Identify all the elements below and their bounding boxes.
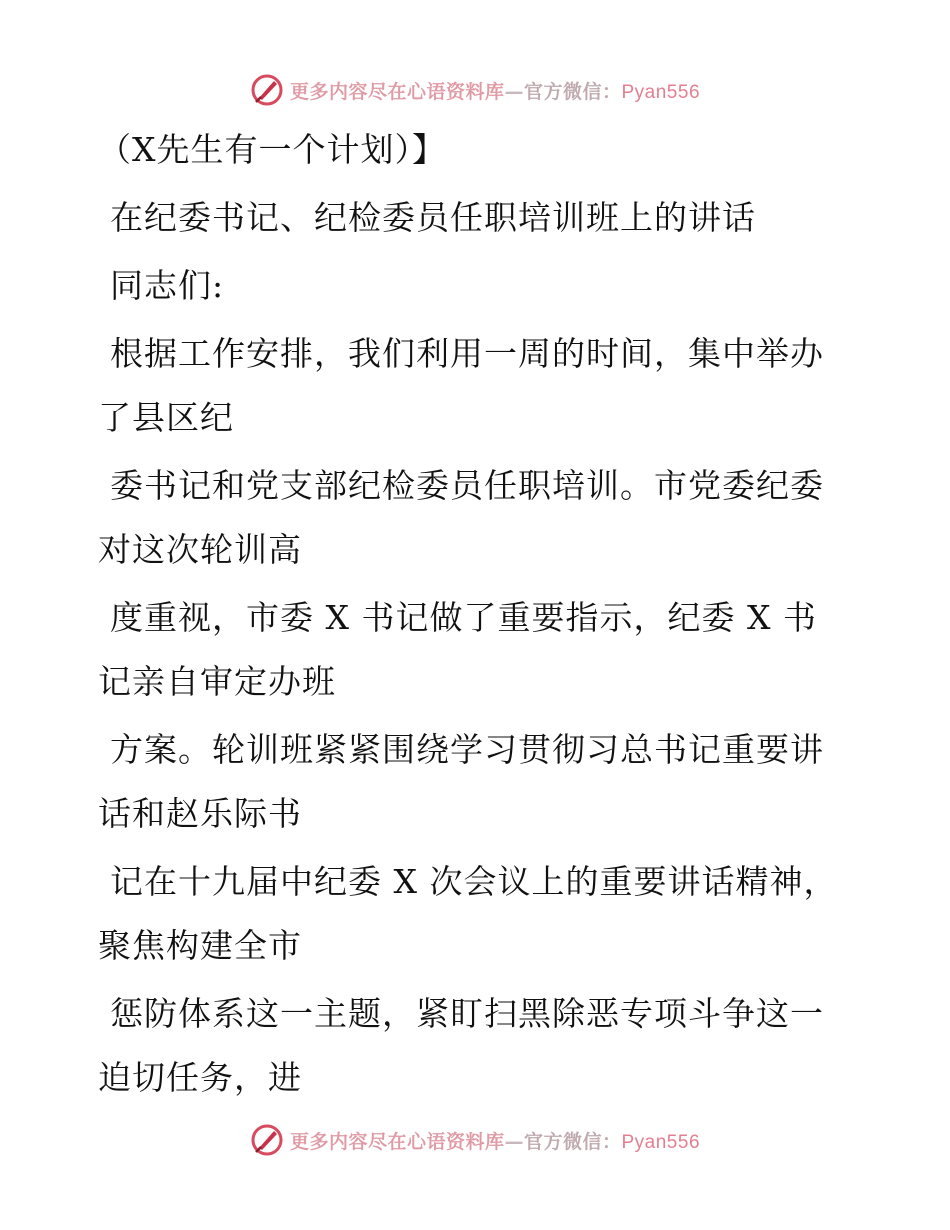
header-watermark-banner (0, 70, 950, 110)
watermark-lead: 更多内容尽在心语资料库 (289, 1130, 505, 1153)
header-watermark-text (290, 77, 700, 104)
doc-line: 了县区纪 (98, 398, 234, 437)
doc-line-title-fragment: （X先生有一个计划）】 (98, 130, 446, 169)
doc-line: 聚焦构建全市 (98, 926, 302, 965)
watermark-account: Pyan556 (621, 81, 701, 103)
footer-watermark-text (290, 1127, 700, 1154)
doc-line: 方案。轮训班紧紧围绕学习贯彻习总书记重要讲 (110, 730, 824, 769)
doc-line: 话和赵乐际书 (98, 794, 302, 833)
doc-line-salutation: 同志们: (110, 266, 225, 305)
watermark-lead: 更多内容尽在心语资料库 (289, 80, 505, 103)
doc-line: 度重视，市委 X 书记做了重要指示，纪委 X 书 (110, 598, 817, 637)
doc-line: 委书记和党支部纪检委员任职培训。市党委纪委 (110, 466, 824, 505)
doc-line-speech-title: 在纪委书记、纪检委员任职培训班上的讲话 (110, 198, 756, 237)
watermark-dash: — (504, 1130, 524, 1153)
doc-line: 迫切任务，进 (98, 1058, 302, 1097)
watermark-dash: — (504, 80, 524, 103)
doc-line: 惩防体系这一主题，紧盯扫黑除恶专项斗争这一 (110, 994, 824, 1033)
doc-line: 对这次轮训高 (98, 530, 302, 569)
watermark-account: Pyan556 (621, 1131, 701, 1153)
doc-line: 记在十九届中纪委 X 次会议上的重要讲话精神， (110, 862, 838, 901)
watermark-wechat-label: 官方微信： (523, 80, 622, 103)
doc-line: 记亲自审定办班 (98, 662, 336, 701)
doc-line: 根据工作安排，我们利用一周的时间，集中举办 (110, 334, 824, 373)
quill-seal-icon (250, 73, 284, 107)
quill-seal-icon (250, 1123, 284, 1157)
document-body (98, 118, 838, 1110)
watermark-wechat-label: 官方微信： (523, 1130, 622, 1153)
footer-watermark-banner (0, 1120, 950, 1160)
